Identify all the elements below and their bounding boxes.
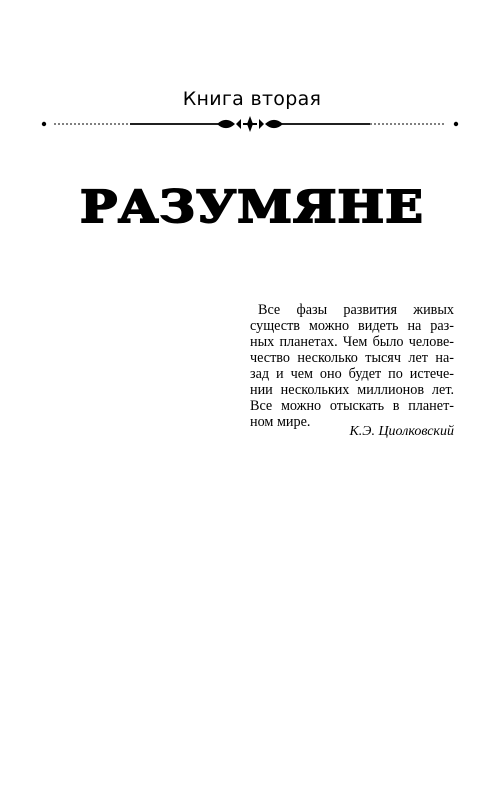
decorative-divider-ornament <box>40 114 460 134</box>
epigraph-author: К.Э. Циолковский <box>349 424 454 439</box>
epigraph-line: Все фазы развития живых <box>258 302 454 318</box>
epigraph-line: ных планетах. Чем было челове- <box>250 334 454 350</box>
epigraph-line: существ можно видеть на раз- <box>250 318 454 334</box>
epigraph-quote <box>250 302 454 430</box>
epigraph-line: зад и чем оно будет по истече- <box>250 366 454 382</box>
epigraph-line: нии нескольких миллионов лет. <box>250 382 454 398</box>
chapter-title: РАЗУМЯНЕ <box>80 182 424 233</box>
epigraph-line: Все можно отыскать в планет- <box>250 398 454 414</box>
book-part-label: Книга вторая <box>182 88 322 110</box>
epigraph-line: ном мире. <box>250 414 311 430</box>
epigraph-line: чество несколько тысяч лет на- <box>250 350 454 366</box>
